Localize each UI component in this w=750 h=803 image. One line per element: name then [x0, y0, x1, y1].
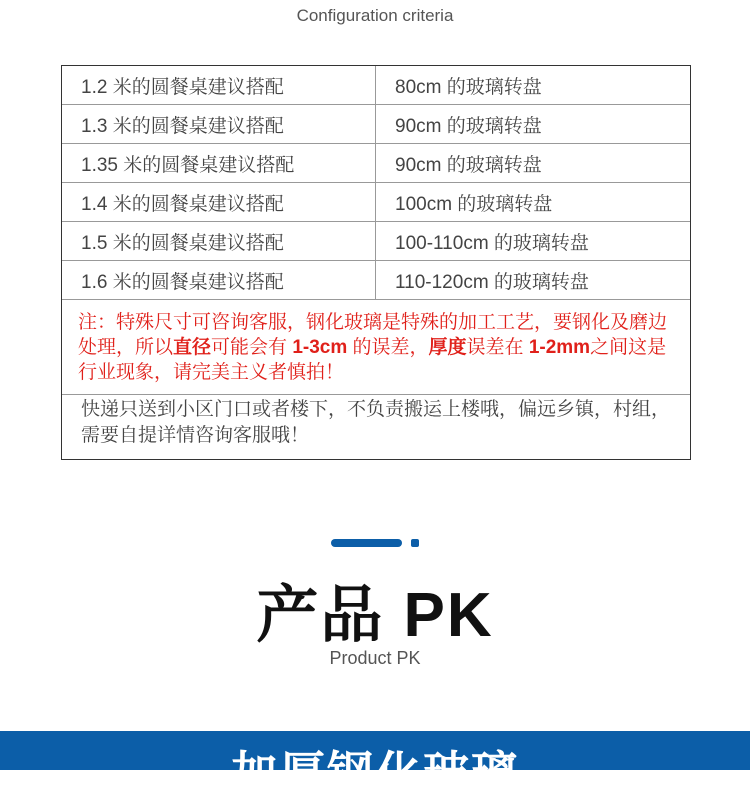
note-text: 误差在: [466, 337, 529, 358]
table-cell-turntable-size: 90cm 的玻璃转盘: [395, 154, 542, 176]
note-emphasis-thickness: 厚度: [428, 337, 467, 358]
table-row: [62, 105, 690, 144]
feature-banner: [0, 731, 750, 799]
table-row: [62, 261, 690, 300]
note-emphasis-thickness-error: 1-2mm: [528, 337, 591, 358]
divider-bar: [331, 539, 402, 547]
tolerance-note: [62, 300, 690, 395]
delivery-note: 快递只送到小区门口或者楼下，不负责搬运上楼哦，偏远乡镇，村组，需要自提详情咨询客服哦！: [81, 399, 671, 446]
spec-table: [61, 65, 691, 460]
note-text: 之间这是行业现象，请完美主义者慎拍！: [78, 337, 667, 383]
table-cell-turntable-size: 110-120cm 的玻璃转盘: [395, 271, 589, 293]
table-cell-table-size: 1.2 米的圆餐桌建议搭配: [62, 66, 376, 104]
feature-banner-title: 加厚钢化玻璃: [231, 747, 519, 799]
table-cell-table-size: 1.6 米的圆餐桌建议搭配: [62, 261, 376, 299]
section-subtitle: Product PK: [329, 648, 421, 668]
divider-dot: [411, 539, 419, 547]
table-cell-table-size: 1.35 米的圆餐桌建议搭配: [62, 144, 376, 182]
note-text: 可能会有: [211, 337, 293, 358]
section-title: 产品 PK: [256, 581, 494, 650]
table-cell-table-size: 1.4 米的圆餐桌建议搭配: [62, 183, 376, 221]
table-cell-turntable-size: 80cm 的玻璃转盘: [395, 76, 542, 98]
table-row: [62, 183, 690, 222]
table-cell-table-size: 1.5 米的圆餐桌建议搭配: [62, 222, 376, 260]
table-cell-table-size: 1.3 米的圆餐桌建议搭配: [62, 105, 376, 143]
note-text: 的误差，: [347, 337, 429, 358]
note-text: 注：特殊尺寸可咨询客服，钢化玻璃是特殊的加工工艺，要钢化及磨边处理，所以: [78, 312, 668, 358]
table-row: [62, 144, 690, 183]
table-cell-turntable-size: 90cm 的玻璃转盘: [395, 115, 542, 137]
table-cell-turntable-size: 100-110cm 的玻璃转盘: [395, 232, 589, 254]
table-row: [62, 222, 690, 261]
section-subtitle-config: Configuration criteria: [296, 6, 454, 25]
table-cell-turntable-size: 100cm 的玻璃转盘: [395, 193, 553, 215]
note-emphasis-diameter-error: 1-3cm: [292, 337, 348, 358]
note-emphasis-diameter: 直径: [173, 337, 212, 358]
table-row: [62, 66, 690, 105]
